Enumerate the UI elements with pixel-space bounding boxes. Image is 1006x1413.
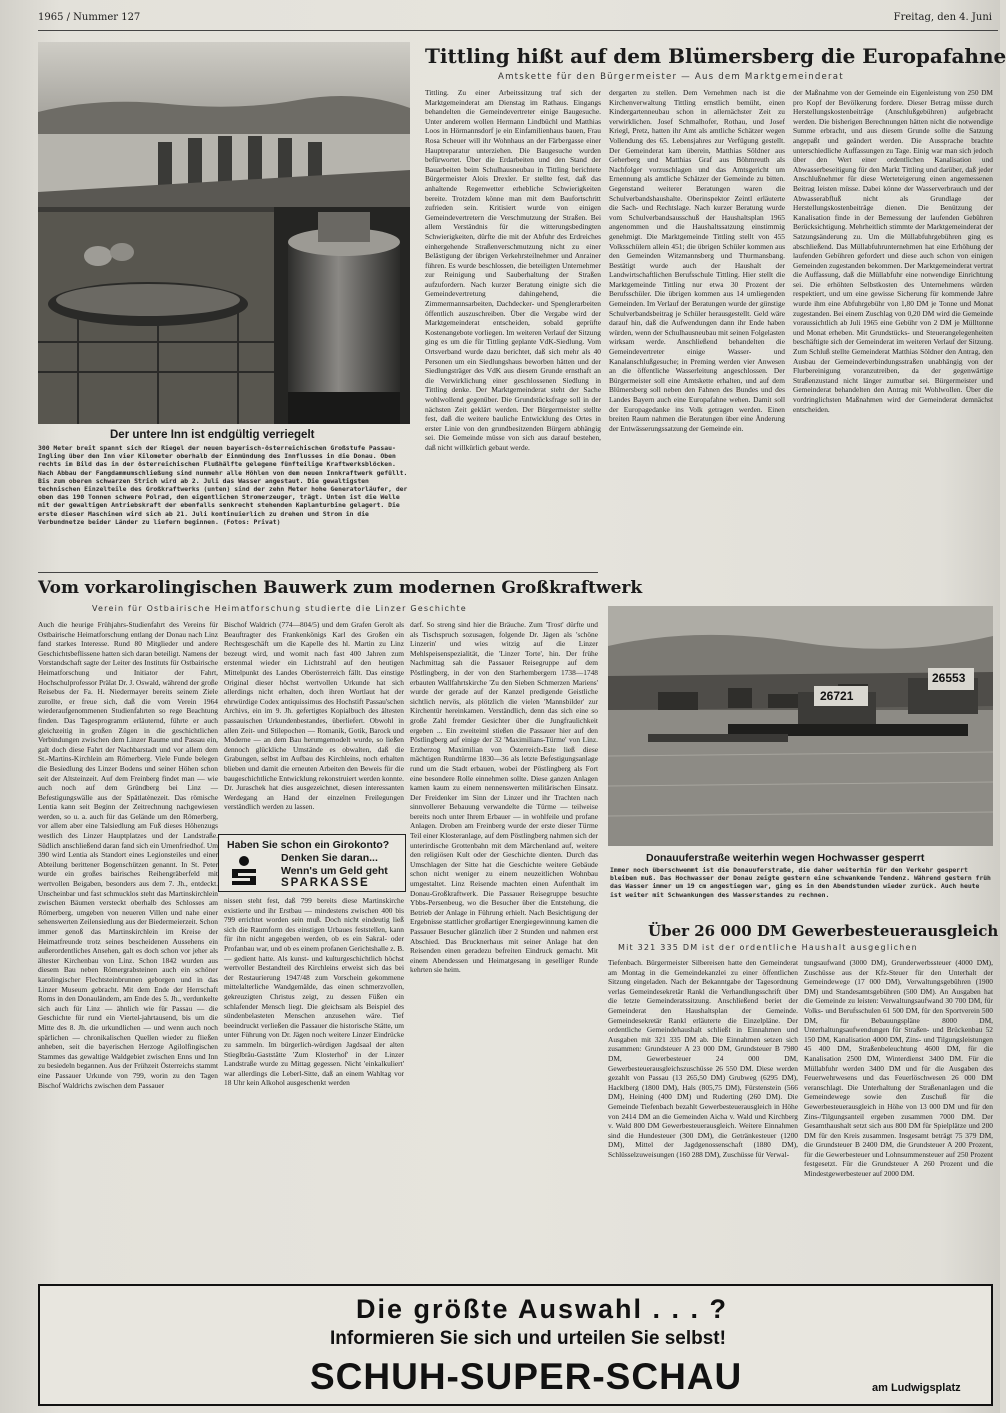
- inn-caption-text: 300 Meter breit spannt sich der Riegel der neuen bayerisch-österreichischen Großstufe Passau-Ingling über den Inn vier Kilometer oberhalb der Einmündung des Innflusses in die Donau. Oben rechts im Bild das in der österreichischen Flußhälfte gelegene fünfteilige Kraftwerksblöcken. Nach Abbau der Fangdammumschließung sind nunmehr alle Höhlen von dem neuen Innkraftwerk gefüllt. Bis zum oberen schwarzen Strich wird ab 2. Juli das Wasser angestaut. Die gewaltigsten technischen Einzelteile des Großkraftwerks (unten) sind der zehn Meter hohe Generatorläufer, der oben das 190 Tonnen schwere Polrad, den eigentlichen Stromerzeuger, trägt. Unten ist die Welle mit der gewaltigen Antriebskraft der ebenfalls senkrecht stehenden Kaplanturbine gelagert. Die erste dieser Maschinen wird sich ab 21. Juli kontinuierlich zu drehen und Strom in die Verbundnetze beider Länder zu liefern beginnen.: [38, 444, 408, 526]
- sparkasse-logo-icon: [229, 855, 259, 887]
- sparkasse-brand: SPARKASSE: [281, 877, 370, 889]
- donau-flood-photo: [608, 606, 993, 846]
- inn-photo-drawing: [38, 42, 410, 424]
- article1-column-3: der Maßnahme von der Gemeinde ein Eigenleistung von 250 DM pro Kopf der Bevölkerung fordere. Dieser Betrag müsse durch Herstellungskostenbeiträge (Anschlußgebühren) aufgebracht werden. Die bisherigen Berechnungen hätten nicht die notwendige Summe erbracht, und aus diesem Grunde sollte die Satzung angepaßt und geändert werden. Die Aussprache brachte unterschiedliche Auffassungen zu Tage. Einig war man sich jedoch über den Wert einer ordentlichen Kanalisation und Abwasserbeseitigung für den Markt Tittling und darüber, daß jeder Anschlußnehmer für diese Werteteigerung einen angemessenen Beitrag leisten müsse. Dabei könne der Wasserverbrauch und der Abwasserabfluß nicht als Grundlage der Herstellungskostenbeiträge dienen. Die Benützung der Kanalisation finde in der Bemessung der laufenden Gebühren Berücksichtigung. Mehrheitlich stimmte der Marktgemeinderat der Satzungsänderung zu. Um die Müllabfuhrgebühren ging es abschließend. Das Müllabfuhrunternehmen hat eine Erhöhung der laufenden Gebühren gefordert und diese auch schon von einigen Gemeinden zugestanden bekommen. Der Marktgemeinderat vertrat die Auffassung, daß die Müllabfuhr eine notwendige Einrichtung sei. Die erhöhten Selbstkosten des Unternehmens würden respektiert, und um eine gewisse Sicherung für kommende Jahre wurde ihm eine Abfuhrgebühr von 1,80 DM je Tonne und Monat zugestanden. Bei einem Zuschlag von 0,20 DM wird die Gemeinde voraussichtlich ab Juli 1965 eine Gebühr von 2 DM je Mülltonne und Monat erheben. Mit Grundstücks- und Steuerangelegenheiten beschäftigte sich der Gemeinderat im weiteren Verlauf der Sitzung. Zum Schluß stellte Gemeinderat Matthias Söldner den Antrag, den Ausbau der Gemeindeverbindungsstraßen unabhängig von der Flurbereinigung voranzutreiben, da der gegenwärtige Straßenzustand nicht länger zumutbar sei. Bürgermeister und Gemeinderat behandelten den Antrag mit Wohlwollen. Über die vordringlichsten Maßnahmen wird der Gemeinderat demnächst entscheiden.: [793, 88, 993, 414]
- article2-column-3: darf. So streng sind hier die Bräuche. Zum 'Trost' dürfte und als Tischspruch sozusagen, folgende Dr. Jägen als 'schöne Linzerin' und wies witzig auf die Linzer Mehlspeisenspezialität, die 'Linzer Torte', hin. Der frühe Nachmittag sah die Passauer Reisegruppe auf dem Pöstlingberg, in der von den Starhembergern 1738—1748 erbauten Wallfahrtskirche 'Zu den Sieben Schmerzen Mariens' wurde der gerade auf der Kanzel predigende Geistliche sichtlich nervös, als plötzlich die vielen 'Mannsbilder' zur Kirchentür hereinkamen. Verständlich, denn das sich eine so große Zahl fremder Gesichter über die Jungfraulichkeit ergeben ... Ein zweiteiml stießen die Passauer hier auf den Pöstlingberg auf einige der 32 'Maximilians-Türme' von Linz. Erzherzog Maximilian von Österreich-Este ließ diese mächtigen Rundtürme 1830—36 als letzte Befestigungsanlage rund um die Stadt erbauen, wobei der Pöstlingberg als Fort eine besondere Rolle einnehmen sollte. Diese ganzen Anlagen kamen kaum zu einem nennenswerten militärischen Einsatz. Der Freidenker im Sinn der Linzer und ihr Trachten nach sinnvollerer Bebauung verwandelte die Türme — teilweise bereits noch unter Ihrem Erbauer — in wohlfeile und profane Anlagen. Droben am Freinberg wurde der erste dieser Türme Teil einer Klosteranlage, auf dem Pöstlingberg nahmen sich der unterirdische Grottenbahn mit dem Märchenland auf, weitere den religiösen Kult oder der Geschichte dienten. Durch das Umschlagen der Sitte hat die Geschichte weitere Gebäude schon nicht weniger zu einem neuzeitlichen Wohnbau umgestaltet. Linz Reisende machten einen Aufenthalt im Donau-Großkraftwerk. Die Passauer Reisegruppe besuchte Ybbs-Persenbeug, wo die Besucher über die Entstehung, die Betrieb der Anlage in Führung erhielt. Nach Besichtigung der Ergebnisse stattlicher großartiger Energiegewinnung kamen die Passauer Besucher glänzlich über 2 Stunden und nahmen erst Abschied. Das Brucknerhaus mit seiner Anlage hat den Reisenden einen geradezu befreiten Eindruck gemacht. Mit einem Abendessen und Heimatgesang in geselliger Runde kehrten sie heim.: [410, 620, 598, 975]
- boat-number-1: 26721: [820, 689, 854, 703]
- boat-number-2: 26553: [932, 671, 966, 685]
- inn-power-plant-photo: [38, 42, 410, 424]
- issue-number: 1965 / Nummer 127: [38, 12, 141, 23]
- donau-photo-title: Donauuferstraße weiterhin wegen Hochwasser gesperrt: [646, 852, 925, 864]
- page-header: [38, 12, 992, 28]
- header-rule: [38, 30, 998, 31]
- article3-subhead: Mit 321 335 DM ist der ordentliche Haushalt ausgeglichen: [618, 943, 918, 952]
- schuh-ad-line-2: Informieren Sie sich und urteilen Sie selbst!: [330, 1328, 726, 1349]
- article3-headline: Über 26 000 DM Gewerbesteuerausgleich: [648, 922, 999, 940]
- article1-subhead: Amtskette für den Bürgermeister — Aus dem Marktgemeinderat: [498, 72, 844, 82]
- article2-headline: Vom vorkarolingischen Bauwerk zum modernen Großkraftwerk: [38, 578, 643, 598]
- schuh-super-schau-ad: [38, 1284, 993, 1406]
- schuh-ad-brand: SCHUH-SUPER-SCHAU: [310, 1356, 743, 1397]
- article2-column-1: Auch die heurige Frühjahrs-Studienfahrt des Vereins für Ostbairische Heimatforschung entlang der Donau nach Linz fand starkes Interesse. Rund 80 Mitglieder und andere Geschichtsbeflissene hatten sich daran beteiligt. Namens der Vorstandschaft sagte der Leiter des Instituts für Ostbairische Heimatforschung und Initiator der Fahrt, Hochschulprofessor Prälat Dr. J. Oswald, während der große Reisebus der Fa. H. Niedermayer bereits seinem Ziele zurollte, er freue sich, daß die vom Verein 1964 wiederaufgenommenen Studienfahrten so rege Beachtung finden. Das Tagesprogramm erläuternd, führte er auch gleichzeitig in großen Zügen in die geschichtlichen Verbindungen zwischen dem Linzer Raume und Passau ein, galt doch diese Fahrt der Nachbarstadt und vor allem dem St.-Martins-Kirchlein am Römerberg. Viele Funde belegen die Besiedlung des Linzer Bodens und seiner Höhen schon seit der Altsteinzeit. Auf dem Freinberg findet man — wie auch noch auf dem Gründberg bei Linz — Befestigungswälle aus der Spätlatènezeit. Das römische Lentia kann seit Beginn der Zeitrechnung nachgewiesen werden, so u. a. auch für das Gelände um den Römerberg, vor allem aber eine Talsiedlung am Fuß dieses Höhenzugs westlich des Linzer Hauptplatzes und der Landstraße. Südlich anschließend daran fand sich ein Urnenfriedhof. Um 390 wird Lentia als Standort eines Legionsteiles und einer Abteilung berittener Bogenschützen genannt. In St. Peter wurde ein großes bairisches Reihengräberfeld mit wertvollen Beigaben, besonders aus dem 7. Jh., entdeckt. Unscheinbar und fast schmucklos steht das Martinskirchlein zwischen Bäumen versteckt oberhalb des Schlosses am Römerberg, umgeben von neueren Villen und nahe einer sehenswerten Zeilensiedlung aus der Biedermeierzeit. Schon immer genoß das Martinskirchlein im Kreise der Heimatfreunde trotz seines bescheidenen Aussehens ein außerordentliches Ansehen, galt es doch schon vor jeher als ältester Kirchenbau von Linz. Schon 1842 wurden aus diesem Bau neben Römergrabsteinen auch ein schöner karolingischer Flechtsteinbrunnen geborgen und in das Linzer Museum gebracht. Mit dem Ende der Herrschaft Roms in den Donauländern, am Ende des 5. Jh., verdunkelte sich auch für Linz — ähnlich wie für Passau — die Geschichte für rund ein Viertel-jahrtausend, bis um die Mitte des 8. Jh. die urkundlichen — und wenn auch noch spärlichen — chronikalischen Quellen wieder zu fließen anheben, seit die bayerischen Herzoge Agilolfingischen Stammes das gewaltige Waldgebiet zwischen Enns und Inn zu besiedeln begannen. Aus der Frühzeit Österreichs stammt eine Passauer Urkunde von 799, worin zu den Tagen Bischof Waldrichs zwischen dem Passauer: [38, 620, 218, 1090]
- donau-photo-caption: Immer noch überschwemmt ist die Donauuferstraße, die daher weiterhin für den Verkehr gesperrt bleiben muß. Das Hochwasser der Donau zeigte gestern eine schwankende Tendenz. Während gestern früh das Wasser immer um 19 cm angestiegen war, ging es in den Abendstunden wieder zurück. Auch heute ist weiter mit Schwankungen des Wasserstandes zu rechnen.: [610, 866, 991, 899]
- schuh-ad-location: am Ludwigsplatz: [872, 1382, 961, 1394]
- inn-caption-credit: (Fotos: Privat): [222, 517, 281, 526]
- article3-column-1: Tiefenbach. Bürgermeister Silbereisen hatte den Gemeinderat am Montag in die Gemeindekanzlei zu einer öffentlichen Sitzung eingeladen. Nach der Bekanntgabe der Tagesordnung verlas Gemeindesekretär Rankl die Verhandlungsschrift über die letzte Gemeinderatssitzung. Anschließend beriet der Gemeinderat den Haushaltsplan der Gemeinde. Gemeindesekretär Rankl erläuterte die Einzelpläne. Der ordentliche Gemeindehaushalt schließt in Einnahmen und Ausgaben mit 321 335 DM ab. Die Einnahmen setzen sich zusammen: Grundsteuer A 23 000 DM, Grundsteuer B 7980 DM, Gewerbesteuer 24 000 DM, Gewerbesteuerausgleichszuschüsse 26 550 DM. Diese werden gezahlt von Passau (13 265,50 DM) Grubweg (6295 DM), Hacklberg (1800 DM), Hals (805,75 DM), Fürstenstein (566 DM), Heining (400 DM) und Ruderting (260 DM). Die Gemeinde Tiefenbach bezahlt Gewerbesteuerausgleich in Höhe von 2414 DM an die Gemeinden Aicha v. Wald und Kirchberg v. Wald 800 DM Gewerbesteuerausgleich. Weitere Einnahmen sind die Hundesteuer (300 DM), die Getränkesteuer (1200 DM), Mittel der Jagdgenossenschaft (1880 DM), Schlüsselzuweisungen (160 288 DM), Zuschüsse für Verwal-: [608, 958, 798, 1159]
- article1-column-2: dergarten zu stellen. Dem Vernehmen nach ist die Kirchenverwaltung Tittling ernstlich bemüht, einen Kindergartenneubau schon in allernächster Zeit zu verwirklichen. Josef Schmalhofer, Rothau, und Josef Kriegl, Pretz, hatten ihr Amt als amtliche Schätzer wegen Vollendung des 65. Lebensjahres zur Verfügung gestellt. Der Gemeinderat kam überein, Matthias Söldner aus Geherberg und Matthias Graf aus Böhmreuth als Nachfolger vorzuschlagen und das Amtsgericht um Ernennung als amtliche Schätzer der Gemeinde zu bitten. Gegenstand weiterer Beratungen waren die Schulverbandshaushalte. Oberinspektor Zeintl erläuterte die Sach- und Rechtslage. Nach kurzer Beratung wurde vom Schulverbandsausschuß der Haushaltsplan 1965 angenommen und die Haushaltssatzung einstimmig genehmigt. Die Marktgemeinde Tittling stellt von 455 Volksschülern allein 451; die übrigen Schüler kommen aus den Gemeinden Witzmannsberg und Thurmansbang. Bestätigt wurde auch der Haushalt der Landwirtschaftlichen Berufsschule Tittling. Hier stellt die Marktgemeinde Tittling nur etwa 30 Prozent der Berufsschüler. Die übrigen kommen aus 14 umliegenden Gemeinden. Im Verlauf der Beratungen wurde der günstige Schulverbandsbeitrag je Schüler herausgestellt. Geld wäre darauf hin, daß die Aufwendungen dann ihr Ende haben würden, wenn der Schulhausneubau mit seinen Folgelasten wirksam werde. Anschließend behandelten die Gemeindevertreter einige Wasser- und Kanalanschlußgesuche; in Preming werden vier Anwesen an die öffentliche Wasserleitung angeschlossen. Der Bürgermeister soll eine Amtskette erhalten, und auf dem Blümersberg soll neben den Fahnen des Bundes und des Landes Bayern auch eine Europafahne wehen. Damit soll der Europagedanke ins Volk getragen werden. Einen breiten Raum nahmen die Beratungen über eine Änderung der Entwässerungssatzung der Gemeinde ein.: [609, 88, 785, 433]
- sparkasse-line-2: Denken Sie daran...: [281, 852, 378, 864]
- article2-column-2: Bischof Waldrich (774—804/5) und dem Grafen Gerolt als Beauftragter des Frankenkönigs Karl des Großen ein Rechtsgeschäft um die Kapelle des hl. Martin zu Linz bezeugt wird, und womit nach fast 400 Jahren zum erstenmal wieder ein Lichtstrahl auf den heutigen Mittelpunkt des Landes Oberösterreich fällt. Das einstige Original dieser höchst wertvollen Urkunde hat sich allerdings nicht erhalten, doch ihren Wortlaut hat der ehrwürdige Codex antiquissimus des Hochstift Passau'schen Archivs, ein im 9. Jh. gefertigtes Kopialbuch des ältesten passauischen Urkundenbestandes, überliefert. Obwohl in allen Zeit- und Stilepochen — Romanik, Gotik, Barock und Moderne — an dem Bau herumgemodelt wurde, so ließen dennoch glückliche Umstände es obwalten, daß die Grabungen, selbst im Aufbau des Kirchleins, noch erhalten blieben und damit die erneuten Arbeiten den Beweis für die baugeschichtliche Entwicklung rekonstruiert werden konnte. Dr. Juraschek hat dies ausgezeichnet, diesen interessanten Werdegang an Hand der einzelnen Freilegungen verständlich werden zu lassen.: [224, 620, 404, 812]
- donau-photo-drawing: [608, 606, 993, 846]
- article1-column-1: Tittling. Zu einer Arbeitssitzung traf sich der Marktgemeinderat am Dienstag im Rathaus. Eingangs behandelten die Gemeindevertreter einige Baugesuche. Unter anderem wollen Hermann Lindbüchl und Matthias Loos in Hörmannsdorf je ein Einfamilienhaus bauen, Frau Rosa Scheuer will ihr Wohnhaus an der Färbergasse einer Hauptreparatur unterziehen. Die Baugesuche wurden befürwortet. Über die Erdarbeiten und den Stand der Bauarbeiten beim Schulhausneubau in Tittling berichtete Bürgermeister Alois Drexler. Er stellte fest, daß das anhaltende Regenwetter erhebliche Schwierigkeiten bereite. Trotzdem könne man mit dem Baufortschritt zufrieden sein. Kritisiert wurde von einigen Gemeindevertretern die Verschmutzung der Straßen. Bei allem Verständnis für die witterungsbedingten Schwierigkeiten, dürfte die mit der Abfuhr des Erdreiches einhergehende Straßenverschmutzung nicht zu einer Belästigung der übrigen Verkehrsteilnehmer und Anrainer führen. Es wurde beschlossen, die beteiligten Unternehmer zur Reinigung und Sauberhaltung der Straßen aufzufordern. Nach kurzer Beratung einigte sich die Gemeindevertretung dahingehend, die Zimmermannsarbeiten, Dachdecker- und Spenglerarbeiten öffentlich auszuschreiben. Über die Vergabe wird der Marktgemeinderat entscheiden, sobald geprüfte Kostenangebote vorliegen. Im weiteren Verlauf der Sitzung ging es um die für Tittling geplante VdK-Siedlung. Vom Ortsverband wurde dazu berichtet, daß sich mehr als 40 Personen um ein Siedlungshaus beworben hätten und der Siedlungsträger des VdK aus diesem Grunde ernsthaft an die Verwirklichung einer geschlossenen Siedlung in Tittling denke. Der Marktgemeinderat steht der Sache wohlwollend gegenüber. Die Grundstücksfrage soll in der nächsten Zeit geklärt werden. Der Bürgermeister stellte fest, daß die weitere bauliche Entwicklung des Ortes in erster Linie von den grundbesitzenden Bürgern abhängig sei. Die Gemeinde müsse von sich aus darauf bestehen, daß nicht willkürlich gebaut werde.: [425, 88, 601, 452]
- sparkasse-line-1: Haben Sie schon ein Girokonto?: [227, 839, 390, 851]
- article3-column-2: tungsaufwand (3000 DM), Grunderwerbssteuer (4000 DM), Zuschüsse aus der Kfz-Steuer für den Unterhalt der Gemeindewege (17 000 DM), Verwaltungsgebühren (1900 DM) und Standesamtsgebühren (500 DM). An Ausgaben hat die Gemeinde zu leisten: Verwaltungsaufwand 30 700 DM, für Volks- und Berufsschulen 61 500 DM, für den Sportverein 500 DM, für Bebauungspläne 8000 DM, Unterhaltungsaufwendungen für Straßen- und Brückenbau 52 150 DM, Kanalisation 4000 DM, Zins- und Tilgungsleistungen 45 400 DM, Straßenbeleuchtung 4600 DM, für die Kanalisation 2500 DM, Winterdienst 3400 DM. Für die Müllabfuhr werden 3400 DM und für die Ausgaben des Feuerwehrwesens und das Feuerlöschwesen 26 000 DM veranschlagt. Die Unterhaltung der Straßenanlagen und die Gemeindewege sowie den Zuschuß für die Gewerbesteuerausgleich in Höhe von 13 000 DM und für den Zins-/Tilgungsanteil ergeben zusammen 7000 DM. Der Gesamthaushalt setzt sich aus 800 DM für Spielplätze und 200 DM für den Kreis zusammen. Insgesamt beträgt 75 379 DM, die Grundsteuer B 2400 DM, die Grundsteuer A 200 Prozent, für die Gewerbesteuer und Lohnsummensteuer auf 250 Prozent festgesetzt. Für die Grundsteuer A 260 Prozent und die Mindestgewerbesteuer auf 2000 DM.: [804, 958, 993, 1179]
- inn-photo-caption: [38, 444, 410, 566]
- sparkasse-line-3: Wenn's um Geld geht: [281, 865, 388, 877]
- article2-rule: [38, 572, 598, 573]
- schuh-ad-line-1: Die größte Auswahl . . . ?: [356, 1294, 729, 1324]
- article2-subhead: Verein für Ostbairische Heimatforschung studierte die Linzer Geschichte: [92, 604, 467, 613]
- article1-headline: Tittling hißt auf dem Blümersberg die Europafahne: [425, 44, 1006, 68]
- inn-photo-title: Der untere Inn ist endgültig verriegelt: [110, 429, 315, 441]
- sparkasse-ad: [218, 834, 406, 892]
- article2-column-2b: nissen steht fest, daß 799 bereits diese Martinskirche existierte und ihr Erstbau — mindestens zwischen 400 bis 799 errichtet worden sein muß. Doch nicht eindeutig ließ sich die Raumform des einstigen Urbaues feststellen, kann für ihn nicht angegeben werden, ob es ein Sakral- oder Profanbau war, und ob es einem profanen Gerichtshalle z. B. — gedient hatte. Als kunst- und kulturgeschichtlich höchst wertvoller Bestandteil des Kirchleins erweist sich das bei der Restaurierung 1947/48 zum Vorschein gekommene mittelalterliche Wandgemälde, das einen schmerzvollen, gekreuzigten Christus zeigt, zu dessen Füßen ein schlafender Mensch liegt. Die gleichsam als Beispiel des sündenbelasteten Menschen anzusehen wäre. Tief beeindruckt verließen die Passauer die historische Stätte, um unter Führung von Dr. Jägen noch weitere Linzer Eindrücke zu sammeln. Im bürgerlich-würdigen Jagdsaal der alten Stieglbräu-Gaststätte 'Zum Klosterhof' in der Linzer Landstraße wurde zu Mittag gegessen. Nicht 'einkalkuliert' war allerdings die Leberl-Sitte, daß an einem Wahltag vor 18 Uhr kein Alkohol ausgeschenkt werden: [224, 896, 404, 1088]
- issue-date: Freitag, den 4. Juni: [893, 12, 992, 23]
